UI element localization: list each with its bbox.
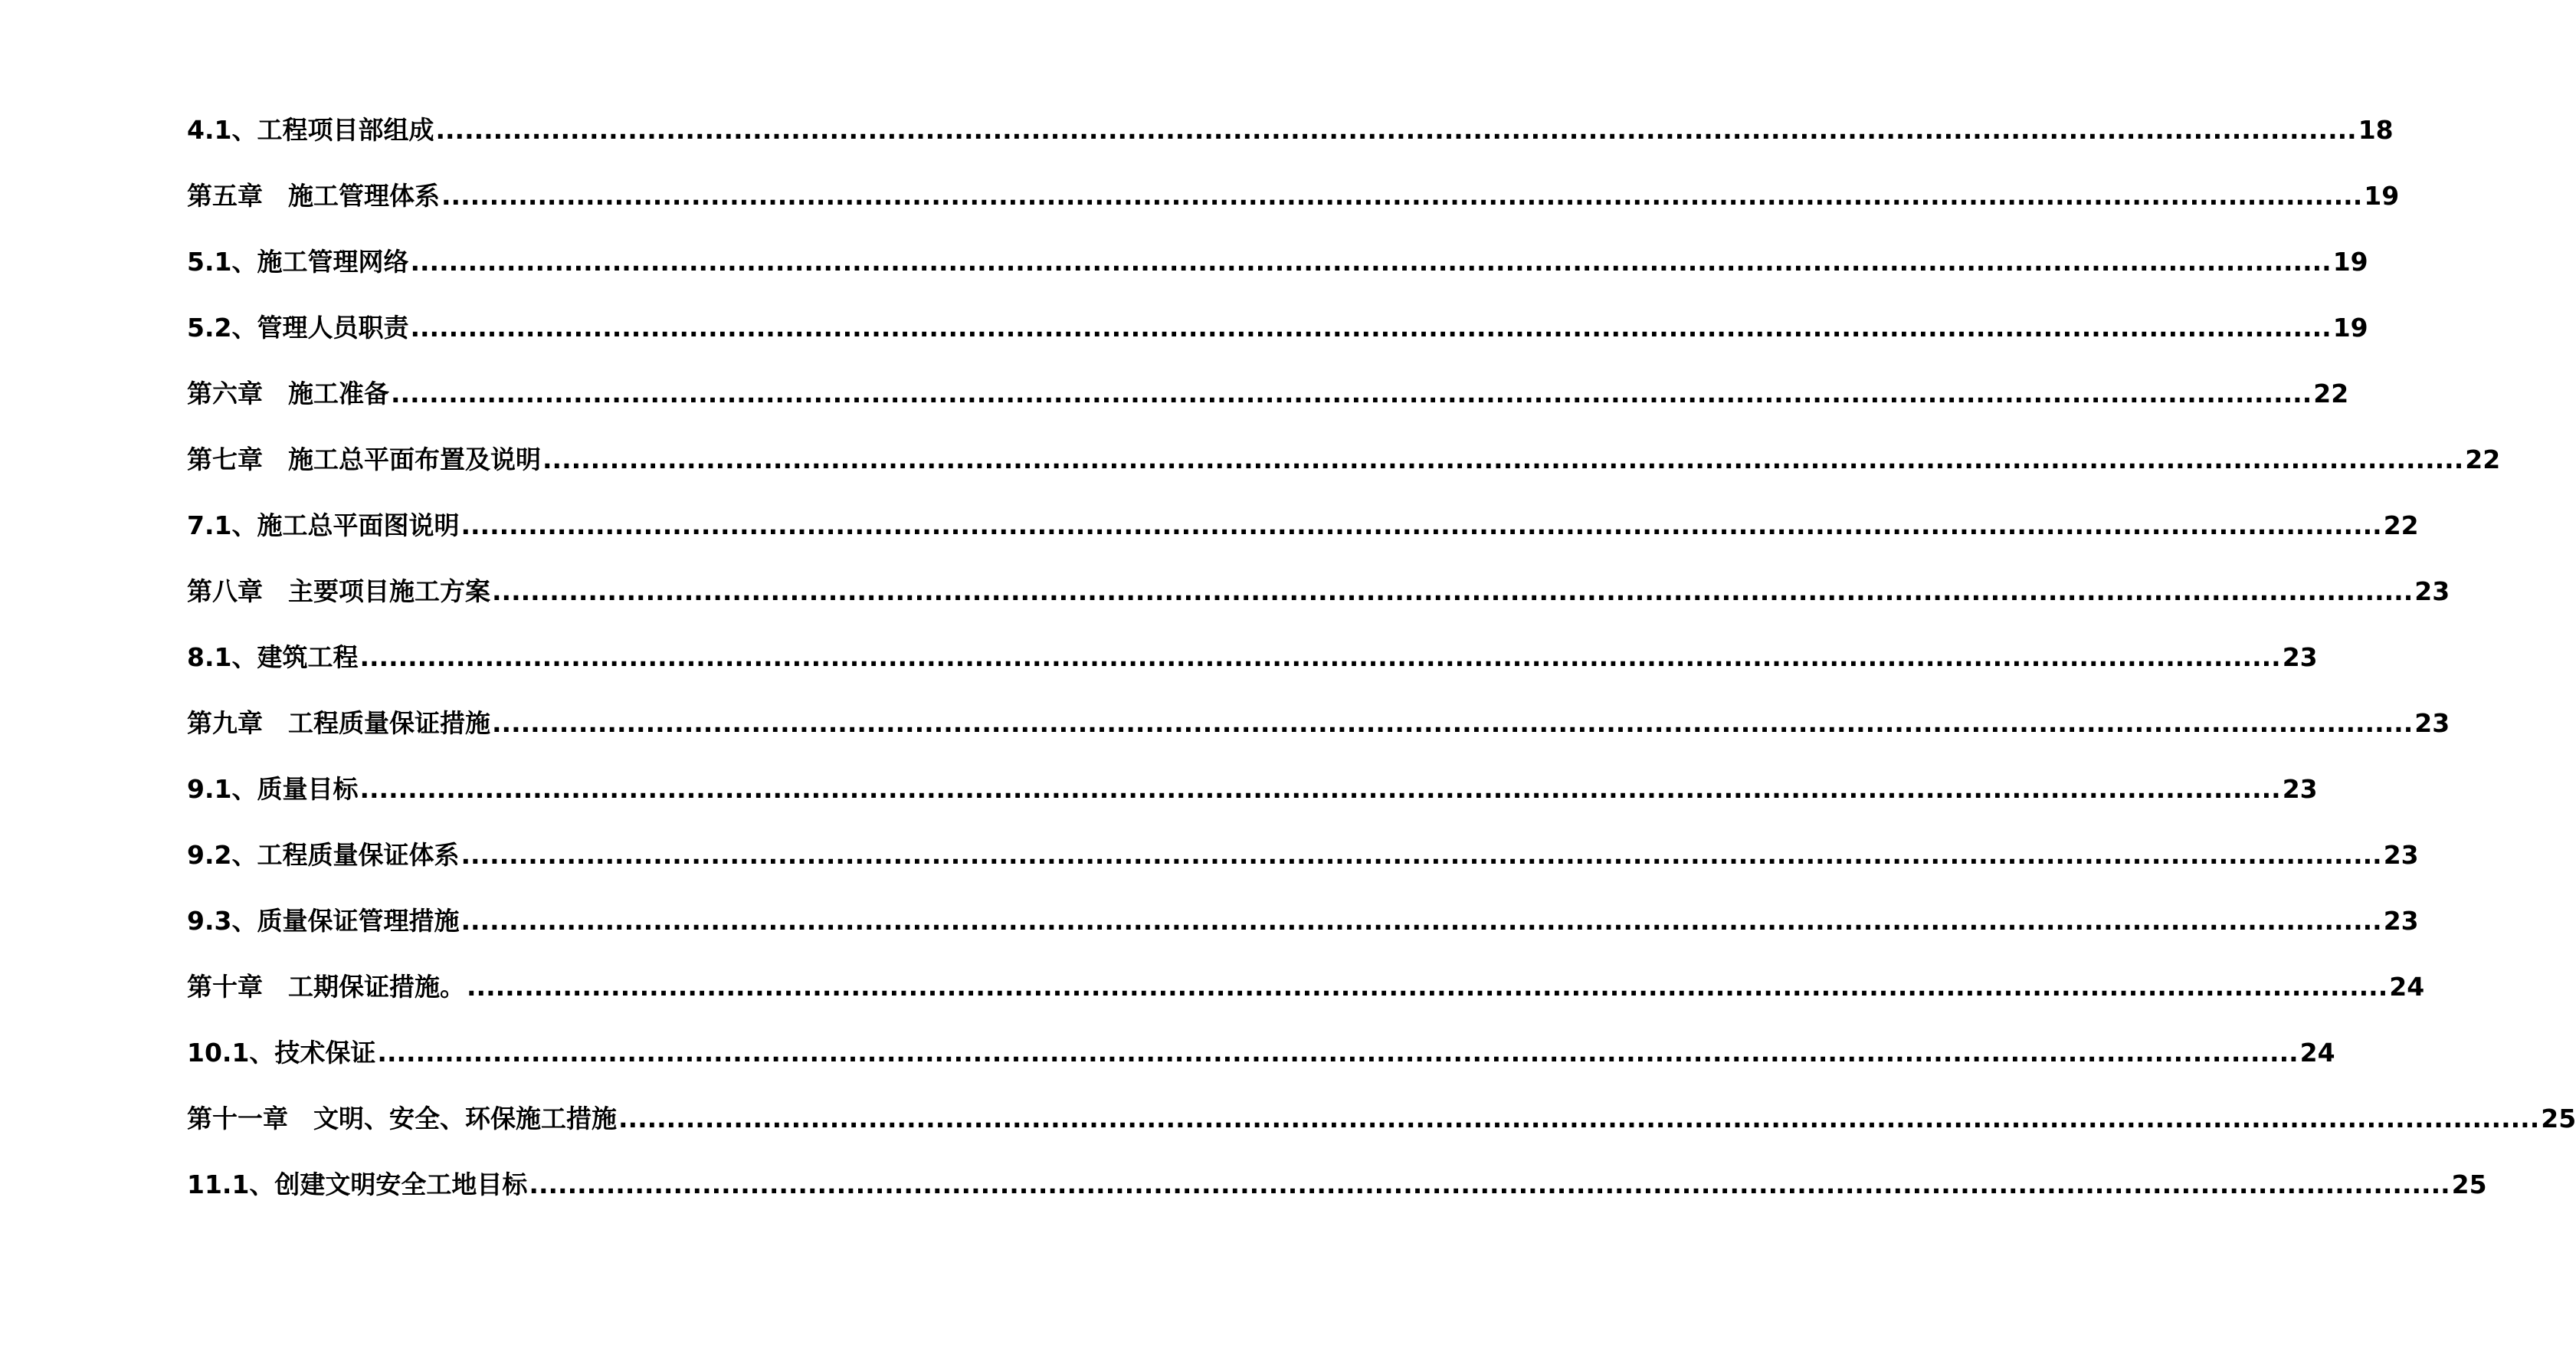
toc-entry-title: 第十一章 文明、安全、环保施工措施 [187,1104,617,1133]
toc-entry[interactable] [187,906,2419,972]
toc-dot-leader: ........................................................................................................................................................................................................ [529,1169,2450,1199]
toc-entry[interactable] [187,313,2368,379]
toc-dot-leader: ........................................................................................................................................................................................................ [460,906,2382,936]
toc-dot-leader: ........................................................................................................................................................................................................ [467,972,2388,1002]
toc-entry[interactable] [187,379,2349,445]
toc-entry[interactable] [187,840,2419,906]
toc-entry[interactable] [187,1038,2335,1104]
toc-entry[interactable] [187,181,2400,247]
toc-entry-page-number: 24 [2299,1038,2335,1068]
toc-entry-page-number: 25 [2541,1104,2576,1133]
toc-entry-title: 9.1、质量目标 [187,774,359,804]
toc-entry-title: 9.3、质量保证管理措施 [187,906,460,936]
toc-entry-page-number: 18 [2358,115,2394,145]
toc-entry-title: 第六章 施工准备 [187,379,389,408]
toc-entry-title: 10.1、技术保证 [187,1038,376,1068]
toc-dot-leader: ........................................................................................................................................................................................................ [492,708,2414,738]
toc-entry-title: 第九章 工程质量保证措施 [187,708,490,738]
toc-entry-page-number: 23 [2383,840,2419,870]
toc-dot-leader: ........................................................................................................................................................................................................ [542,445,2464,474]
toc-entry-title: 5.1、施工管理网络 [187,247,409,277]
toc-entry-page-number: 23 [2383,906,2419,936]
toc-entry[interactable] [187,774,2318,840]
toc-dot-leader: ........................................................................................................................................................................................................ [435,115,2357,145]
toc-entry-title: 第五章 施工管理体系 [187,181,440,211]
toc-entry-title: 5.2、管理人员职责 [187,313,409,343]
toc-dot-leader: ........................................................................................................................................................................................................ [377,1038,2299,1068]
toc-entry[interactable] [187,972,2425,1038]
toc-dot-leader: ........................................................................................................................................................................................................ [391,379,2312,408]
toc-entry[interactable] [187,510,2419,576]
toc-entry-title: 7.1、施工总平面图说明 [187,510,460,540]
toc-dot-leader: ........................................................................................................................................................................................................ [460,510,2382,540]
toc-dot-leader: ........................................................................................................................................................................................................ [492,576,2414,606]
toc-entry[interactable] [187,1104,2576,1169]
toc-entry-page-number: 23 [2414,576,2450,606]
toc-entry-page-number: 19 [2364,181,2400,211]
toc-entry[interactable] [187,708,2450,774]
toc-entry[interactable] [187,445,2501,510]
toc-entry-page-number: 23 [2282,642,2318,672]
toc-entry[interactable] [187,1169,2487,1235]
toc-dot-leader: ........................................................................................................................................................................................................ [410,313,2332,343]
toc-entry-page-number: 25 [2451,1169,2487,1199]
toc-entry-title: 第十章 工期保证措施。 [187,972,465,1002]
toc-entry-title: 8.1、建筑工程 [187,642,359,672]
toc-entry-page-number: 22 [2383,510,2419,540]
toc-entry-page-number: 19 [2332,313,2368,343]
toc-entry-title: 第八章 主要项目施工方案 [187,576,490,606]
toc-entry-page-number: 22 [2465,445,2501,474]
toc-entry[interactable] [187,576,2450,642]
toc-dot-leader: ........................................................................................................................................................................................................ [441,181,2363,211]
toc-dot-leader: ........................................................................................................................................................................................................ [460,840,2382,870]
toc-entry-title: 11.1、创建文明安全工地目标 [187,1169,528,1199]
toc-entry-title: 第七章 施工总平面布置及说明 [187,445,541,474]
toc-entry[interactable] [187,115,2394,181]
toc-entry[interactable] [187,247,2368,313]
toc-entry-title: 4.1、工程项目部组成 [187,115,434,145]
toc-entry-page-number: 23 [2414,708,2450,738]
toc-dot-leader: ........................................................................................................................................................................................................ [618,1104,2540,1133]
table-of-contents [187,115,2576,1235]
toc-dot-leader: ........................................................................................................................................................................................................ [410,247,2332,277]
toc-dot-leader: ........................................................................................................................................................................................................ [359,774,2281,804]
toc-entry-page-number: 19 [2332,247,2368,277]
toc-dot-leader: ........................................................................................................................................................................................................ [359,642,2281,672]
toc-entry-title: 9.2、工程质量保证体系 [187,840,460,870]
toc-entry-page-number: 24 [2389,972,2425,1002]
toc-entry[interactable] [187,642,2318,708]
toc-entry-page-number: 23 [2282,774,2318,804]
toc-entry-page-number: 22 [2313,379,2349,408]
